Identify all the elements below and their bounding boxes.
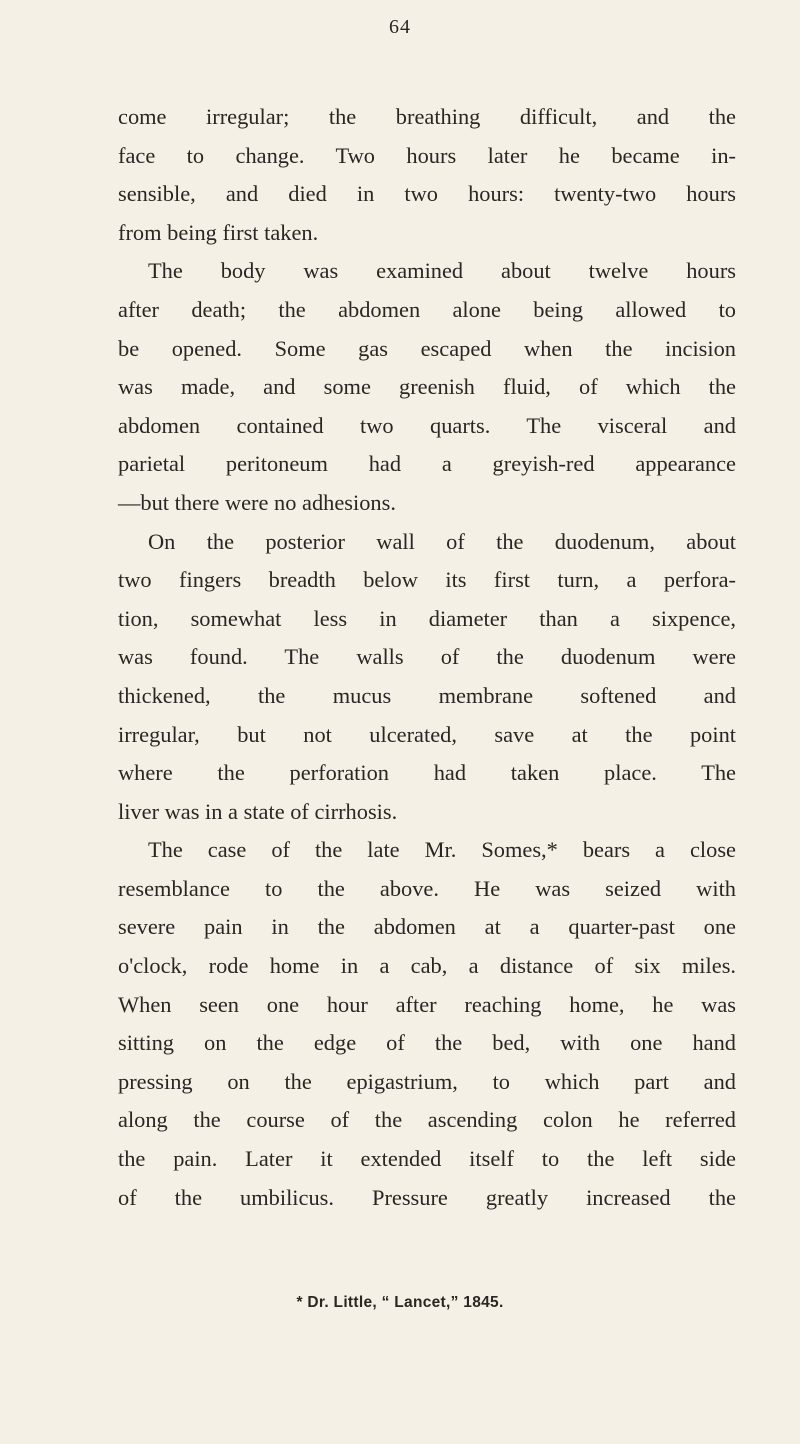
text-line: When seen one hour after reaching home, he was xyxy=(118,991,736,1017)
text-line: come irregular; the breathing difficult, and the xyxy=(118,104,736,129)
text-line: face to change. Two hours later he became in- xyxy=(118,142,736,168)
text-line: o'clock, rode home in a cab, a distance of six miles. xyxy=(118,953,736,979)
body-text xyxy=(118,98,736,1217)
text-line: —but there were no adhesions. xyxy=(118,489,396,515)
text-line: of the umbilicus. Pressure greatly increased the xyxy=(118,1184,736,1210)
text-line: was made, and some greenish fluid, of which the xyxy=(118,374,736,400)
text-line: liver was in a state of cirrhosis. xyxy=(118,798,398,824)
text-line: be opened. Some gas escaped when the incision xyxy=(118,335,736,361)
text-line: sensible, and died in two hours: twenty-two hours xyxy=(118,181,736,207)
text-line: irregular, but not ulcerated, save at the point xyxy=(118,721,736,747)
text-line: The body was examined about twelve hours xyxy=(148,258,736,284)
text-line: The case of the late Mr. Somes,* bears a close xyxy=(148,837,736,863)
text-line: after death; the abdomen alone being allowed to xyxy=(118,296,736,322)
text-line: abdomen contained two quarts. The visceral and xyxy=(118,412,736,438)
text-line: the pain. Later it extended itself to the left side xyxy=(118,1146,736,1172)
text-line: was found. The walls of the duodenum were xyxy=(118,644,736,670)
text-line: resemblance to the above. He was seized with xyxy=(118,875,736,901)
text-line: sitting on the edge of the bed, with one hand xyxy=(118,1030,736,1056)
text-line: thickened, the mucus membrane softened and xyxy=(118,682,736,708)
text-line: On the posterior wall of the duodenum, about xyxy=(148,528,736,554)
page-number: 64 xyxy=(389,16,411,38)
text-line: severe pain in the abdomen at a quarter-past one xyxy=(118,914,736,940)
footnote: * Dr. Little, “ Lancet,” 1845. xyxy=(296,1294,504,1311)
text-line: parietal peritoneum had a greyish-red appearance xyxy=(118,451,736,477)
text-line: pressing on the epigastrium, to which part and xyxy=(118,1068,736,1094)
text-line: two fingers breadth below its first turn, a perfora- xyxy=(118,567,736,593)
text-line: where the perforation had taken place. The xyxy=(118,760,736,786)
text-line: along the course of the ascending colon he referred xyxy=(118,1107,736,1133)
text-line: tion, somewhat less in diameter than a sixpence, xyxy=(118,605,736,631)
text-line: from being first taken. xyxy=(118,219,319,245)
